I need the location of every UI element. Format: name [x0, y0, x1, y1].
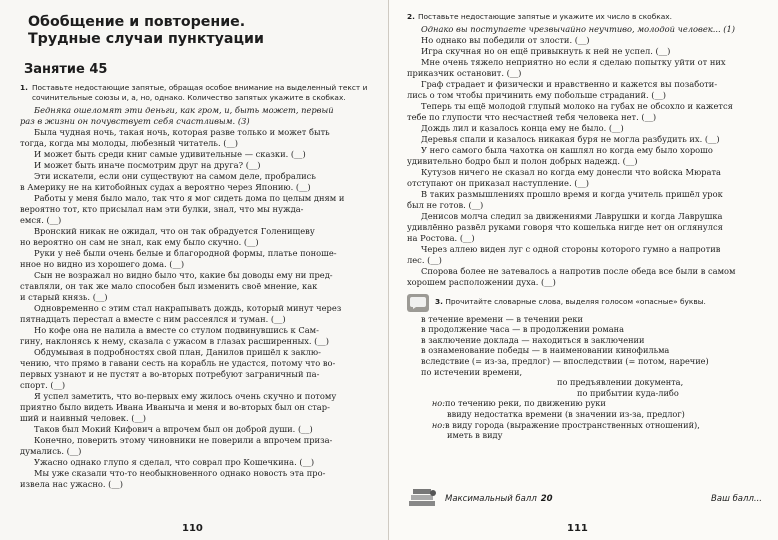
sentence-line: нное но видно из хорошего дома. (__)	[20, 259, 185, 269]
word-text: по предъявлении документа,	[557, 377, 684, 388]
sentence-line: Деревья спали и казалось никакая буря не могла разбудить их. (__)	[421, 133, 720, 144]
sentence-line: Эти искатели, если они существуют на самом деле, пробрались	[34, 171, 316, 181]
word-pair	[431, 419, 762, 431]
sentence-line: Спорова более не затевалось а напротив после обеда все были в самом	[421, 265, 736, 276]
score-footer	[407, 484, 762, 514]
sentence-line: Мне очень тяжело неприятно но если я сделаю попытку уйти от них	[421, 56, 726, 67]
word-pair	[431, 398, 762, 409]
sentence-line: спорт. (__)	[20, 380, 66, 390]
note-label: но:	[431, 398, 445, 409]
sentence-line: был не готов. (__)	[407, 199, 484, 210]
sentence-line: Теперь ты ещё молодой глупый молоко на губах не обсохло и кажется	[421, 100, 733, 111]
sentence-line: Через аллею виден луг с одной стороны которого гумно а напротив	[421, 243, 721, 254]
sentence-line: Сын не возражал но видно было что, какие бы доводы ему ни пред-	[34, 270, 333, 280]
sentence-line: Мы уже сказали что-то необыкновенного однако новость эта про-	[34, 468, 326, 478]
word-text: по течению реки, по движению руки	[445, 398, 606, 409]
word-list	[407, 314, 762, 441]
sentence-line: гину, наклонясь к нему, сказала с ужасом в глазах расширенных. (__)	[20, 336, 329, 346]
sentence-line: и старый князь. (__)	[20, 292, 108, 302]
task-1-instructions	[20, 83, 374, 102]
sentence-line: Граф страдает и физически и нравственно и кажется вы позаботи-	[421, 78, 718, 89]
word-pair	[421, 324, 762, 335]
max-score-value: 20	[540, 494, 553, 504]
task-number: 3.	[435, 296, 443, 306]
word-text: в течение времени — в течении реки	[421, 313, 583, 324]
sentence-line: Кутузов ничего не сказал но когда ему донесли что войска Мюрата	[421, 166, 722, 177]
title-line-2: Трудные случаи пунктуации	[28, 31, 264, 47]
your-score: Ваш балл...	[711, 494, 762, 504]
sentence-line: И может быть иначе посмотрим друг на друга? (__)	[34, 160, 261, 170]
task-number: 1.	[20, 83, 28, 92]
sentence-line: Одновременно с этим стал накрапывать дождь, который минут через	[34, 303, 342, 313]
word-pair	[577, 388, 762, 399]
page-number: 110	[182, 523, 203, 534]
word-text: по истечении времени,	[421, 366, 523, 377]
sentence-line: Дождь лил и казалось конца ему не было. (__)	[421, 122, 624, 133]
task-3-text-block	[435, 294, 706, 307]
word-pair	[447, 430, 762, 441]
word-text: вследствие (= из-за, предлог) — впоследствии (= потом, наречие)	[421, 355, 709, 366]
sentence-line: но вероятно он сам не знал, как ему было скучно. (__)	[20, 237, 259, 247]
task-3-instructions	[407, 294, 762, 312]
sentence-line: Ужасно однако глупо я сделал, что соврал про Кошечкина. (__)	[34, 457, 315, 467]
task-number: 2.	[407, 12, 415, 21]
note-label: но:	[431, 419, 445, 430]
sentence-line: ший и наивный человек. (__)	[20, 413, 147, 423]
example-line: Беднякa ошеломят эти деньги, как гром, и, быть может, первый	[34, 105, 334, 116]
word-text: ввиду недостатка времени (в значении из-за, предлог)	[447, 408, 685, 419]
books-icon	[407, 485, 439, 513]
sentence-line: Но однако вы победили от злости. (__)	[421, 34, 590, 45]
sentence-line: тебе по глупости что несчастней тебя человека нет. (__)	[407, 111, 657, 122]
word-pair	[421, 356, 762, 367]
example-line: Однако вы поступаете чрезвычайно неучтиво, молодой человек... (1)	[421, 23, 735, 34]
sentence-line: приятно было видеть Ивана Иваныча и меня и во-вторых был он стар-	[20, 402, 330, 412]
sentence-line: емся. (__)	[20, 215, 62, 225]
word-pair	[421, 314, 762, 325]
task-text: Поставьте недостающие запятые и укажите их число в скобках.	[417, 12, 672, 21]
max-score-label: Максимальный балл	[445, 494, 537, 504]
sentence-line: Денисов молча следил за движениями Лаврушки и когда Лаврушка	[421, 210, 723, 221]
sentence-line: Была чудная ночь, такая ночь, которая разве только и может быть	[34, 127, 330, 137]
task-badge-icon	[407, 294, 429, 312]
task-text: Поставьте недостающие запятые, обращая особое внимание на выделенный текст и сочинительные союзы и, а, но, однако. Количество запятых укажите в скобках.	[31, 83, 368, 102]
sentence-line: на Ростова. (__)	[407, 232, 475, 243]
word-pair	[421, 345, 762, 356]
sentence-line: И может быть среди книг самые удивительные — сказки. (__)	[34, 149, 306, 159]
speech-icon	[409, 296, 427, 310]
sentence-line: ставляли, он так же мало способен был изменить своё мнение, как	[20, 281, 318, 291]
sentence-line: извела нас ужасно. (__)	[20, 479, 123, 489]
sentence-line: удивительно бодро был и полон добрых надежд. (__)	[407, 155, 638, 166]
right-page	[389, 0, 778, 540]
word-text: по прибытии куда-либо	[577, 387, 679, 398]
sentence-line: чению, что прямо в гавани сесть на корабль не удастся, потому что во-	[20, 358, 336, 368]
sentence-line: Но кофе она не налила а вместе со стулом подвинувшись к Сам-	[34, 325, 319, 335]
sentence-line: Обдумывая в подробностях свой план, Данилов пришёл к заклю-	[34, 347, 321, 357]
sentence-line: Таков был Мокий Кифович а впрочем был он доброй души. (__)	[34, 424, 313, 434]
lesson-heading: Занятие 45	[24, 62, 108, 77]
sentence-line: В таких размышлениях прошло время и когда учитель пришёл урок	[421, 188, 723, 199]
sentence-line: лес. (__)	[407, 254, 442, 265]
sentence-line: отступают он приказал наступление. (__)	[407, 177, 589, 188]
example-line: раз в жизни он почувствует себя счастливым. (3)	[20, 116, 250, 127]
sentence-line: Вронский никак не ожидал, что он так обрадуется Голенищеву	[34, 226, 315, 236]
sentence-line: Игра скучная но он ещё привыкнуть к ней не успел. (__)	[421, 45, 671, 56]
page-number: 111	[567, 523, 588, 534]
word-text: в ознаменование победы — в наименовании кинофильма	[421, 345, 670, 356]
title-line-1: Обобщение и повторение.	[28, 14, 246, 30]
sentence-line: У него самого была чахотка он кашлял но когда ему было хорошо	[421, 144, 713, 155]
sentence-line: Работы у меня было мало, так что я мог сидеть дома по целым дням и	[34, 193, 345, 203]
sentence-line: тогда, когда мы молоды, любезный читатель. (__)	[20, 138, 238, 148]
word-text: иметь в виду	[447, 430, 503, 441]
word-pair	[447, 409, 762, 420]
page-title	[28, 14, 374, 48]
sentence-line: Конечно, поверить этому чиновники не поверили а впрочем приза-	[34, 435, 333, 445]
sentence-line: Руки у неё были очень белые и благородной формы, платье поноше-	[34, 248, 337, 258]
sentence-line: приказчик остановит. (__)	[407, 67, 522, 78]
sentence-line: вероятно тот, кто присылал нам эти булки, знал, что мы нужда-	[20, 204, 304, 214]
sentence-line: Я успел заметить, что во-первых ему жилось очень скучно и потому	[34, 391, 337, 401]
sentence-line: лись о том чтобы причинить ему побольше страданий. (__)	[407, 89, 667, 100]
sentence-line: пятнадцать перестал а вместе с ним рассеялся и туман. (__)	[20, 314, 286, 324]
word-pair	[421, 367, 762, 378]
word-pair	[557, 377, 762, 388]
max-score	[445, 494, 553, 504]
word-text: в продолжение часа — в продолжении романа	[421, 324, 625, 335]
word-text: в заключение доклада — находиться в заключении	[421, 334, 645, 345]
sentence-line: в Америку не на китобойных судах а вероятно через Японию. (__)	[20, 182, 311, 192]
task-text: Прочитайте словарные слова, выделяя голосом «опасные» буквы.	[445, 296, 706, 306]
word-text: в виду города (выражение пространственных отношений),	[445, 419, 700, 430]
sentence-line: думались. (__)	[20, 446, 82, 456]
word-pair	[421, 335, 762, 346]
sentence-line: удивлённо развёл руками говоря что кошелька нигде нет он оглянулся	[407, 221, 723, 232]
sentence-line: первых узнают и не пустят а во-вторых потребуют заграничный па-	[20, 369, 320, 379]
exercise-lines	[407, 35, 762, 288]
task-2-instructions	[407, 12, 762, 22]
exercise-lines	[20, 127, 374, 490]
sentence-line: хорошем расположении духа. (__)	[407, 276, 556, 287]
